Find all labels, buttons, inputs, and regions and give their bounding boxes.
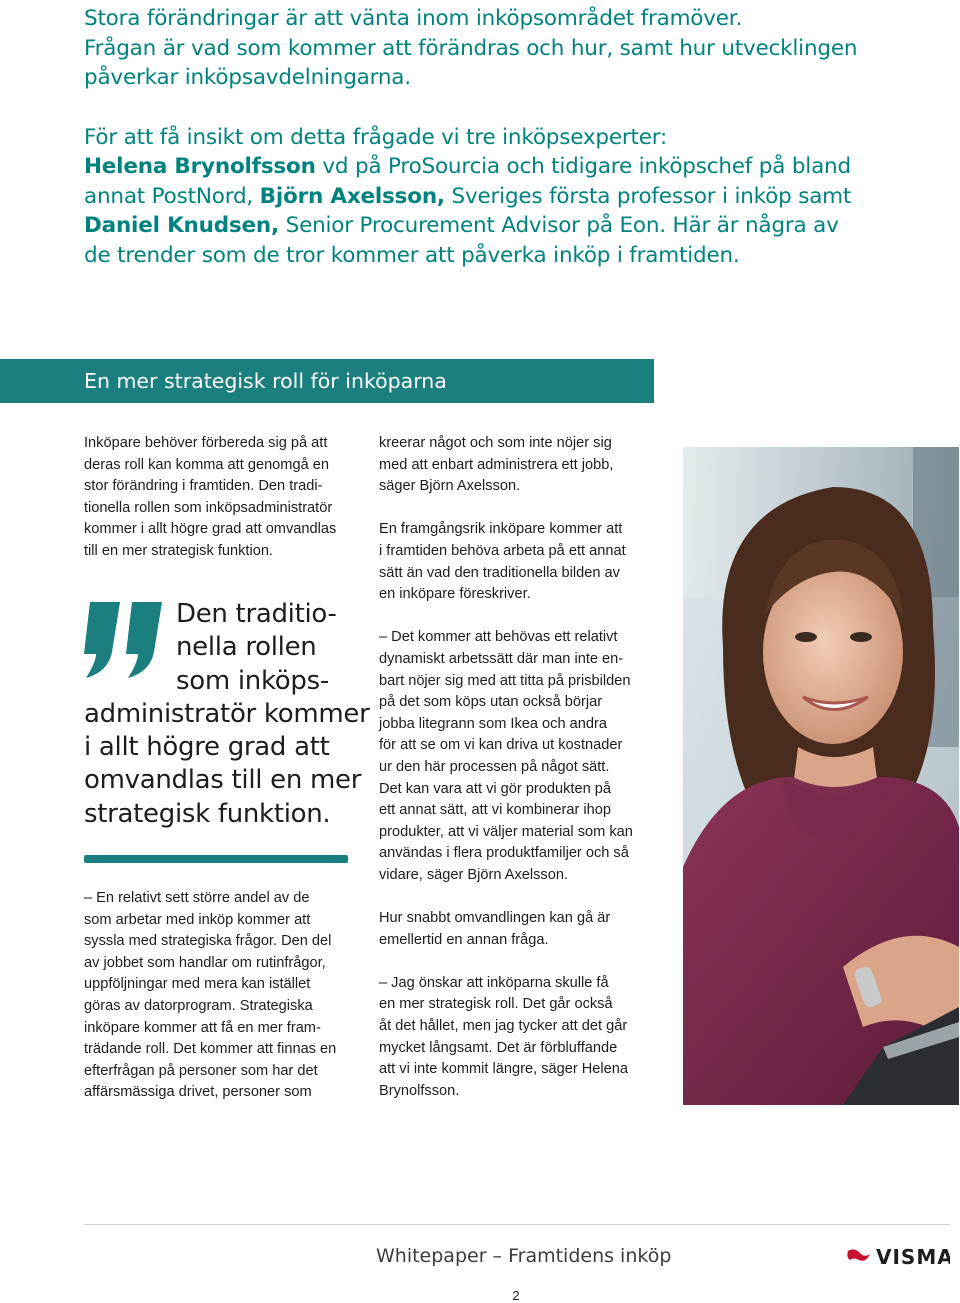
expert-name-helena: Helena Brynolfsson [84,154,316,179]
quote-underline [84,855,348,863]
intro-paragraph-1: Stora förändringar är att vänta inom inköpsområdet framöver. Frågan är vad som kommer att förändras och hur, samt hur utvecklingen påverkar inköpsavdelningarna. [84,6,858,90]
pull-quote-line: administratör kommer [84,698,370,729]
pull-quote-line: Den traditio- [176,599,337,629]
visma-logo [846,1245,950,1267]
column-1-paragraph: – En relativt sett större andel av de som arbetar med inköp kommer att syssla med strategiska frågor. Den del av jobbet som handlar om rutinfrågor, uppföljningar med mera kan istället göras av datorprogram. Strategiska inköpare kommer att få en mer fram- trädande roll. Det kommer att finnas en efterfrågan på personer som har det affärsmässiga drivet, personer som [84,890,337,1101]
pull-quote [84,598,374,831]
intro-text-run: vd på ProSourcia och tidigare inköpschef på bland annat PostNord, [84,154,851,209]
intro-text-run: För att få insikt om detta frågade vi tre inköpsexperter: [84,124,668,150]
section-title: En mer strategisk roll för inköparna [84,369,447,393]
expert-name-bjorn: Björn Axelsson, [259,183,445,209]
pull-quote-line: omvandlas till en mer [84,765,362,796]
pull-quote-line: i allt högre grad att [84,732,330,763]
expert-name-daniel: Daniel Knudsen, [84,213,279,238]
intro-paragraph-2 [84,123,904,271]
column-2-paragraph: kreerar något och som inte nöjer sig med att enbart administrera ett jobb, säger Björn Axelsson. [379,435,614,495]
intro-text-run: Senior Procurement Advisor på Eon. Här är några av de trender som de tror kommer att påverka inköp i framtiden. [84,213,839,268]
portrait-photo [683,447,959,1105]
page-number: 2 [512,1288,520,1303]
pull-quote-line: som inköps- [176,665,329,696]
column-2-paragraph: En framgångsrik inköpare kommer att i framtiden behöva arbeta på ett annat sätt än vad den traditionella bilden av en inköpare föreskriver. [379,521,626,603]
column-1-bottom [84,888,364,1104]
visma-logo-text: VISMA [876,1245,950,1267]
column-2 [379,433,669,1102]
column-2-paragraph: Hur snabbt omvandlingen kan gå är emellertid en annan fråga. [379,910,611,948]
intro-text-run: Sveriges första professor i inköp samt [451,183,852,209]
column-1-paragraph: Inköpare behöver förbereda sig på att deras roll kan komma att genomgå en stor förändring i framtiden. Den tradi- tionella rollen som inköpsadministratör kommer i allt högre grad att omvandlas till en mer strategisk funktion. [84,435,337,559]
intro-text [84,4,904,270]
pull-quote-line: strategisk funktion. [84,798,331,829]
section-banner [0,359,654,403]
column-2-paragraph: – Det kommer att behövas ett relativt dynamiskt arbetssätt där man inte en- bart nöjer sig med att titta på prisbilden på det som köps utan också börjar jobba litegrann som Ikea och andra för att se om vi kan driva ut kostnader ur den här processen på något sätt. Det kan vara att vi gör produkten på ett annat sätt, att vi kombinerar ihop produkter, att vi väljer material som kan användas i flera produktfamiljer och så vidare, säger Björn Axelsson. [379,629,633,883]
visma-logo-icon [846,1245,950,1267]
footer-title: Whitepaper – Framtidens inköp [376,1245,672,1267]
column-2-paragraph: – Jag önskar att inköparna skulle få en mer strategisk roll. Det går också åt det hållet, men jag tycker att det går mycket långsamt. Det är förbluffande att vi inte kommit längre, säger Helena Brynolfsson. [379,974,629,1099]
footer-divider [84,1224,950,1225]
column-1-top [84,433,364,563]
pull-quote-line: nella rollen [176,632,317,663]
